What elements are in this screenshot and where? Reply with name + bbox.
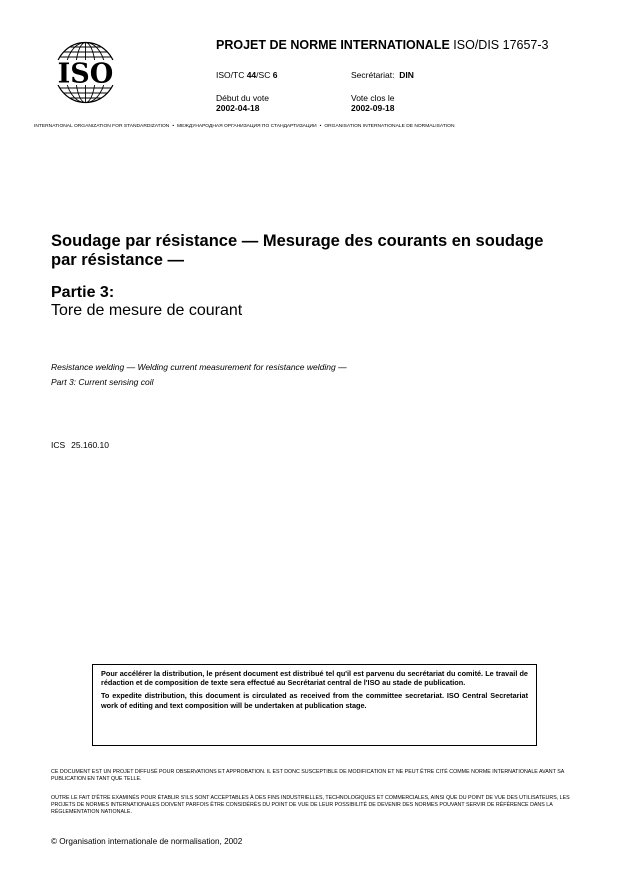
vote-start: Début du vote 2002-04-18 (216, 93, 269, 113)
ics-code: ICS 25.160.10 (51, 440, 109, 450)
technical-committee: ISO/TC 44/SC 6 (216, 70, 278, 80)
iso-logo-text: ISO (57, 58, 114, 90)
org-name-en: INTERNATIONAL ORGANIZATION FOR STANDARDIZATION (34, 124, 170, 129)
vote-start-date: 2002-04-18 (216, 103, 260, 113)
english-title-line-1: Resistance welding — Welding current measurement for resistance welding — (51, 362, 347, 372)
vote-end-date: 2002-09-18 (351, 103, 395, 113)
part-title: Tore de mesure de courant (51, 302, 243, 319)
org-name-fr: ORGANISATION INTERNATIONALE DE NORMALISATION (324, 124, 455, 129)
secretariat: Secrétariat: DIN (351, 70, 414, 80)
iso-logo (51, 38, 120, 107)
english-title (51, 360, 551, 390)
main-title: Soudage par résistance — Mesurage des courants en soudage par résistance — (51, 232, 544, 269)
secretariat-value: DIN (399, 70, 414, 80)
notice-french: Pour accélérer la distribution, le présent document est distribué tel qu'il est parvenu du secrétariat du comité. Le travail de rédaction et de composition de texte sera effectué au Secrétariat central de l'ISO au stade de publication. (101, 669, 528, 688)
org-name-ru: МЕЖДУНАРОДНАЯ ОРГАНИЗАЦИЯ ПО СТАНДАРТИЗАЦИИ (177, 124, 317, 129)
vote-end: Vote clos le 2002-09-18 (351, 93, 395, 113)
part-label: Partie 3: (51, 284, 115, 301)
document-code: ISO/DIS 17657-3 (453, 38, 549, 52)
document-type-title (216, 38, 549, 52)
english-title-line-2: Part 3: Current sensing coil (51, 377, 154, 387)
disclaimer-paragraph-1: CE DOCUMENT EST UN PROJET DIFFUSÉ POUR OBSERVATIONS ET APPROBATION. IL EST DONC SUSCEPTIBLE DE MODIFICATION ET NE PEUT ÊTRE CITÉ COMME NORME INTERNATIONALE AVANT SA PUBLICATION EN TANT QUE TELLE. (51, 769, 564, 783)
document-type: PROJET DE NORME INTERNATIONALE (216, 38, 450, 52)
ics-value: 25.160.10 (71, 440, 109, 450)
distribution-notice-box (92, 664, 537, 746)
disclaimer-paragraph-2: OUTRE LE FAIT D'ÊTRE EXAMINÉS POUR ÉTABLIR S'ILS SONT ACCEPTABLES À DES FINS INDUSTRIELLES, TECHNOLOGIQUES ET COMMERCIALES, AINSI QUE DU POINT DE VUE DES UTILISATEURS, LES PROJETS DE NORMES INTERNATIONALES DOIVENT PARFOIS ÊTRE CONSIDÉRÉS DU POINT DE VUE DE LEUR POSSIBILITÉ DE DEVENIR DES NORMES POUVANT SERVIR DE RÉFÉRENCE DANS LA RÉGLEMENTATION NATIONALE. (51, 795, 570, 816)
notice-english: To expedite distribution, this document is circulated as received from the committee secretariat. ISO Central Secretariat work of editing and text composition will be undertaken at publication stage. (101, 691, 528, 710)
organization-names-line: INTERNATIONAL ORGANIZATION FOR STANDARDIZATION • МЕЖДУНАРОДНАЯ ОРГАНИЗАЦИЯ ПО СТАНДАРТИЗАЦИИ • ORGANISATION INTERNATIONALE DE NORMALISATION (34, 124, 455, 129)
copyright-notice: © Organisation internationale de normalisation, 2002 (51, 837, 243, 846)
